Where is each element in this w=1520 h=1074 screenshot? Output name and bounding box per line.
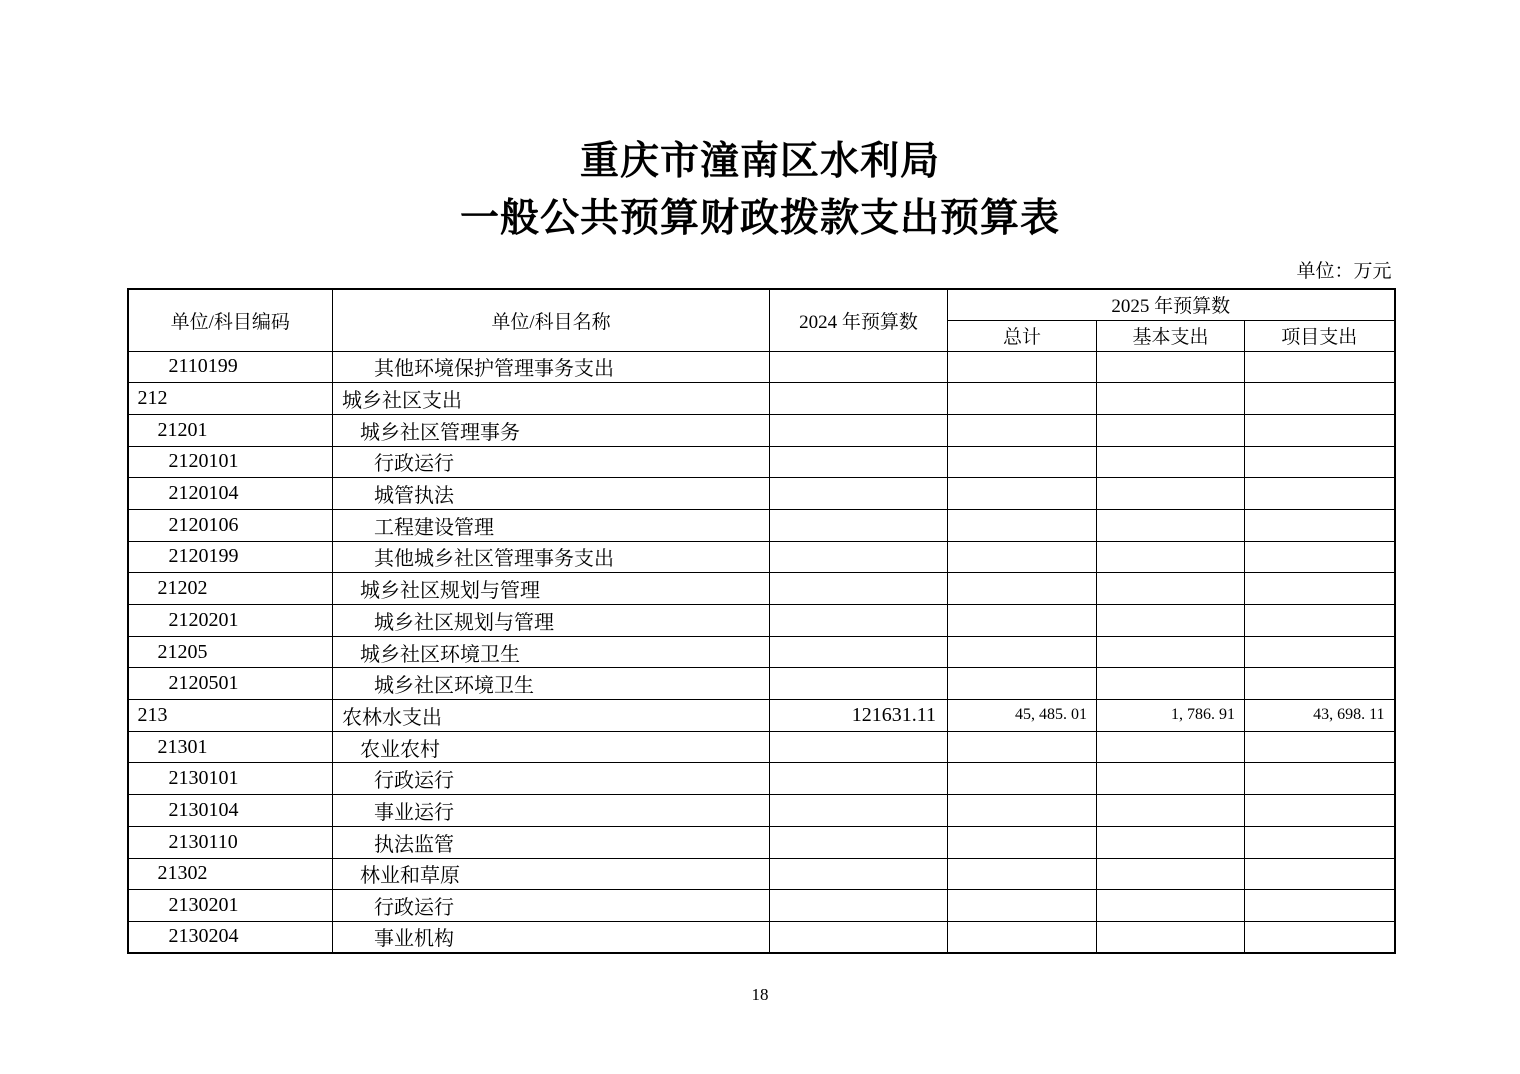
basic-2025-cell: [1097, 414, 1245, 446]
table-row: [128, 795, 1395, 827]
project-2025-cell: 43, 698. 11: [1245, 700, 1395, 732]
table-row: [128, 826, 1395, 858]
basic-2025-cell: [1097, 668, 1245, 700]
project-2025-cell: [1245, 636, 1395, 668]
code-cell: 213: [128, 700, 333, 732]
header-total-2025: 总计: [948, 320, 1097, 351]
name-cell: 行政运行: [333, 763, 770, 795]
table-row: [128, 858, 1395, 890]
total-2025-cell: [948, 383, 1097, 415]
name-cell: 执法监管: [333, 826, 770, 858]
total-2025-cell: [948, 478, 1097, 510]
total-2025-cell: [948, 414, 1097, 446]
project-2025-cell: [1245, 383, 1395, 415]
header-budget-2024: 2024 年预算数: [770, 289, 948, 351]
table-row: [128, 668, 1395, 700]
table-row: [128, 446, 1395, 478]
project-2025-cell: [1245, 731, 1395, 763]
basic-2025-cell: [1097, 446, 1245, 478]
basic-2025-cell: [1097, 605, 1245, 637]
total-2025-cell: [948, 636, 1097, 668]
basic-2025-cell: [1097, 826, 1245, 858]
name-cell: 行政运行: [333, 890, 770, 922]
code-cell: 2120106: [128, 509, 333, 541]
header-budget-2025-group: 2025 年预算数: [948, 289, 1395, 320]
total-2025-cell: [948, 573, 1097, 605]
name-cell: 事业运行: [333, 795, 770, 827]
code-cell: 2120104: [128, 478, 333, 510]
total-2025-cell: [948, 890, 1097, 922]
table-row: [128, 921, 1395, 953]
basic-2025-cell: [1097, 478, 1245, 510]
budget-2024-cell: [770, 605, 948, 637]
project-2025-cell: [1245, 921, 1395, 953]
code-cell: 212: [128, 383, 333, 415]
budget-2024-cell: [770, 541, 948, 573]
total-2025-cell: [948, 795, 1097, 827]
basic-2025-cell: [1097, 509, 1245, 541]
table-row: [128, 478, 1395, 510]
project-2025-cell: [1245, 795, 1395, 827]
budget-2024-cell: 121631.11: [770, 700, 948, 732]
name-cell: 农业农村: [333, 731, 770, 763]
header-basic-2025: 基本支出: [1097, 320, 1245, 351]
budget-2024-cell: [770, 573, 948, 605]
code-cell: 2130110: [128, 826, 333, 858]
name-cell: 城乡社区支出: [333, 383, 770, 415]
total-2025-cell: [948, 351, 1097, 383]
project-2025-cell: [1245, 541, 1395, 573]
budget-2024-cell: [770, 478, 948, 510]
total-2025-cell: 45, 485. 01: [948, 700, 1097, 732]
code-cell: 2130104: [128, 795, 333, 827]
basic-2025-cell: [1097, 351, 1245, 383]
code-cell: 21205: [128, 636, 333, 668]
code-cell: 2130204: [128, 921, 333, 953]
total-2025-cell: [948, 605, 1097, 637]
document-title-line2: 一般公共预算财政拨款支出预算表: [459, 197, 1060, 240]
table-row: [128, 509, 1395, 541]
budget-2024-cell: [770, 921, 948, 953]
total-2025-cell: [948, 541, 1097, 573]
table-row: [128, 351, 1395, 383]
code-cell: 2120201: [128, 605, 333, 637]
budget-table-body: [128, 351, 1395, 953]
header-name: 单位/科目名称: [333, 289, 770, 351]
project-2025-cell: [1245, 351, 1395, 383]
budget-2024-cell: [770, 763, 948, 795]
budget-2024-cell: [770, 890, 948, 922]
budget-2024-cell: [770, 826, 948, 858]
code-cell: 2110199: [128, 351, 333, 383]
name-cell: 其他环境保护管理事务支出: [333, 351, 770, 383]
budget-2024-cell: [770, 446, 948, 478]
code-cell: 2120199: [128, 541, 333, 573]
name-cell: 农林水支出: [333, 700, 770, 732]
table-row: [128, 636, 1395, 668]
code-cell: 21202: [128, 573, 333, 605]
budget-2024-cell: [770, 858, 948, 890]
name-cell: 行政运行: [333, 446, 770, 478]
header-code: 单位/科目编码: [128, 289, 333, 351]
project-2025-cell: [1245, 414, 1395, 446]
project-2025-cell: [1245, 668, 1395, 700]
basic-2025-cell: [1097, 921, 1245, 953]
basic-2025-cell: [1097, 573, 1245, 605]
project-2025-cell: [1245, 509, 1395, 541]
budget-2024-cell: [770, 636, 948, 668]
code-cell: 21301: [128, 731, 333, 763]
code-cell: 2130201: [128, 890, 333, 922]
table-row: [128, 605, 1395, 637]
code-cell: 21201: [128, 414, 333, 446]
total-2025-cell: [948, 763, 1097, 795]
basic-2025-cell: [1097, 858, 1245, 890]
name-cell: 城乡社区规划与管理: [333, 573, 770, 605]
header-project-2025: 项目支出: [1245, 320, 1395, 351]
budget-2024-cell: [770, 795, 948, 827]
budget-2024-cell: [770, 731, 948, 763]
project-2025-cell: [1245, 890, 1395, 922]
budget-2024-cell: [770, 668, 948, 700]
table-row: [128, 763, 1395, 795]
project-2025-cell: [1245, 826, 1395, 858]
project-2025-cell: [1245, 478, 1395, 510]
name-cell: 城乡社区管理事务: [333, 414, 770, 446]
name-cell: 林业和草原: [333, 858, 770, 890]
project-2025-cell: [1245, 446, 1395, 478]
table-row: [128, 700, 1395, 732]
total-2025-cell: [948, 668, 1097, 700]
table-row: [128, 573, 1395, 605]
page-number: 18: [751, 985, 769, 1005]
budget-table-header: [128, 289, 1395, 351]
code-cell: 21302: [128, 858, 333, 890]
basic-2025-cell: [1097, 541, 1245, 573]
name-cell: 城乡社区环境卫生: [333, 636, 770, 668]
basic-2025-cell: [1097, 383, 1245, 415]
project-2025-cell: [1245, 573, 1395, 605]
name-cell: 其他城乡社区管理事务支出: [333, 541, 770, 573]
project-2025-cell: [1245, 763, 1395, 795]
code-cell: 2130101: [128, 763, 333, 795]
table-row: [128, 414, 1395, 446]
budget-table: [127, 288, 1396, 954]
budget-2024-cell: [770, 351, 948, 383]
total-2025-cell: [948, 731, 1097, 763]
table-row: [128, 890, 1395, 922]
document-title-line1: 重庆市潼南区水利局: [579, 140, 940, 183]
basic-2025-cell: [1097, 890, 1245, 922]
header-row-1: [128, 289, 1395, 320]
budget-2024-cell: [770, 414, 948, 446]
name-cell: 城乡社区环境卫生: [333, 668, 770, 700]
document-title-block: [0, 0, 1520, 247]
name-cell: 城管执法: [333, 478, 770, 510]
table-area: [127, 256, 1394, 1005]
total-2025-cell: [948, 858, 1097, 890]
unit-label: 单位：万元: [1296, 261, 1392, 282]
name-cell: 事业机构: [333, 921, 770, 953]
code-cell: 2120101: [128, 446, 333, 478]
code-cell: 2120501: [128, 668, 333, 700]
basic-2025-cell: [1097, 795, 1245, 827]
table-row: [128, 383, 1395, 415]
basic-2025-cell: [1097, 636, 1245, 668]
name-cell: 城乡社区规划与管理: [333, 605, 770, 637]
total-2025-cell: [948, 921, 1097, 953]
total-2025-cell: [948, 826, 1097, 858]
name-cell: 工程建设管理: [333, 509, 770, 541]
basic-2025-cell: 1, 786. 91: [1097, 700, 1245, 732]
budget-2024-cell: [770, 509, 948, 541]
table-row: [128, 731, 1395, 763]
project-2025-cell: [1245, 858, 1395, 890]
table-row: [128, 541, 1395, 573]
budget-2024-cell: [770, 383, 948, 415]
total-2025-cell: [948, 446, 1097, 478]
basic-2025-cell: [1097, 731, 1245, 763]
basic-2025-cell: [1097, 763, 1245, 795]
project-2025-cell: [1245, 605, 1395, 637]
total-2025-cell: [948, 509, 1097, 541]
